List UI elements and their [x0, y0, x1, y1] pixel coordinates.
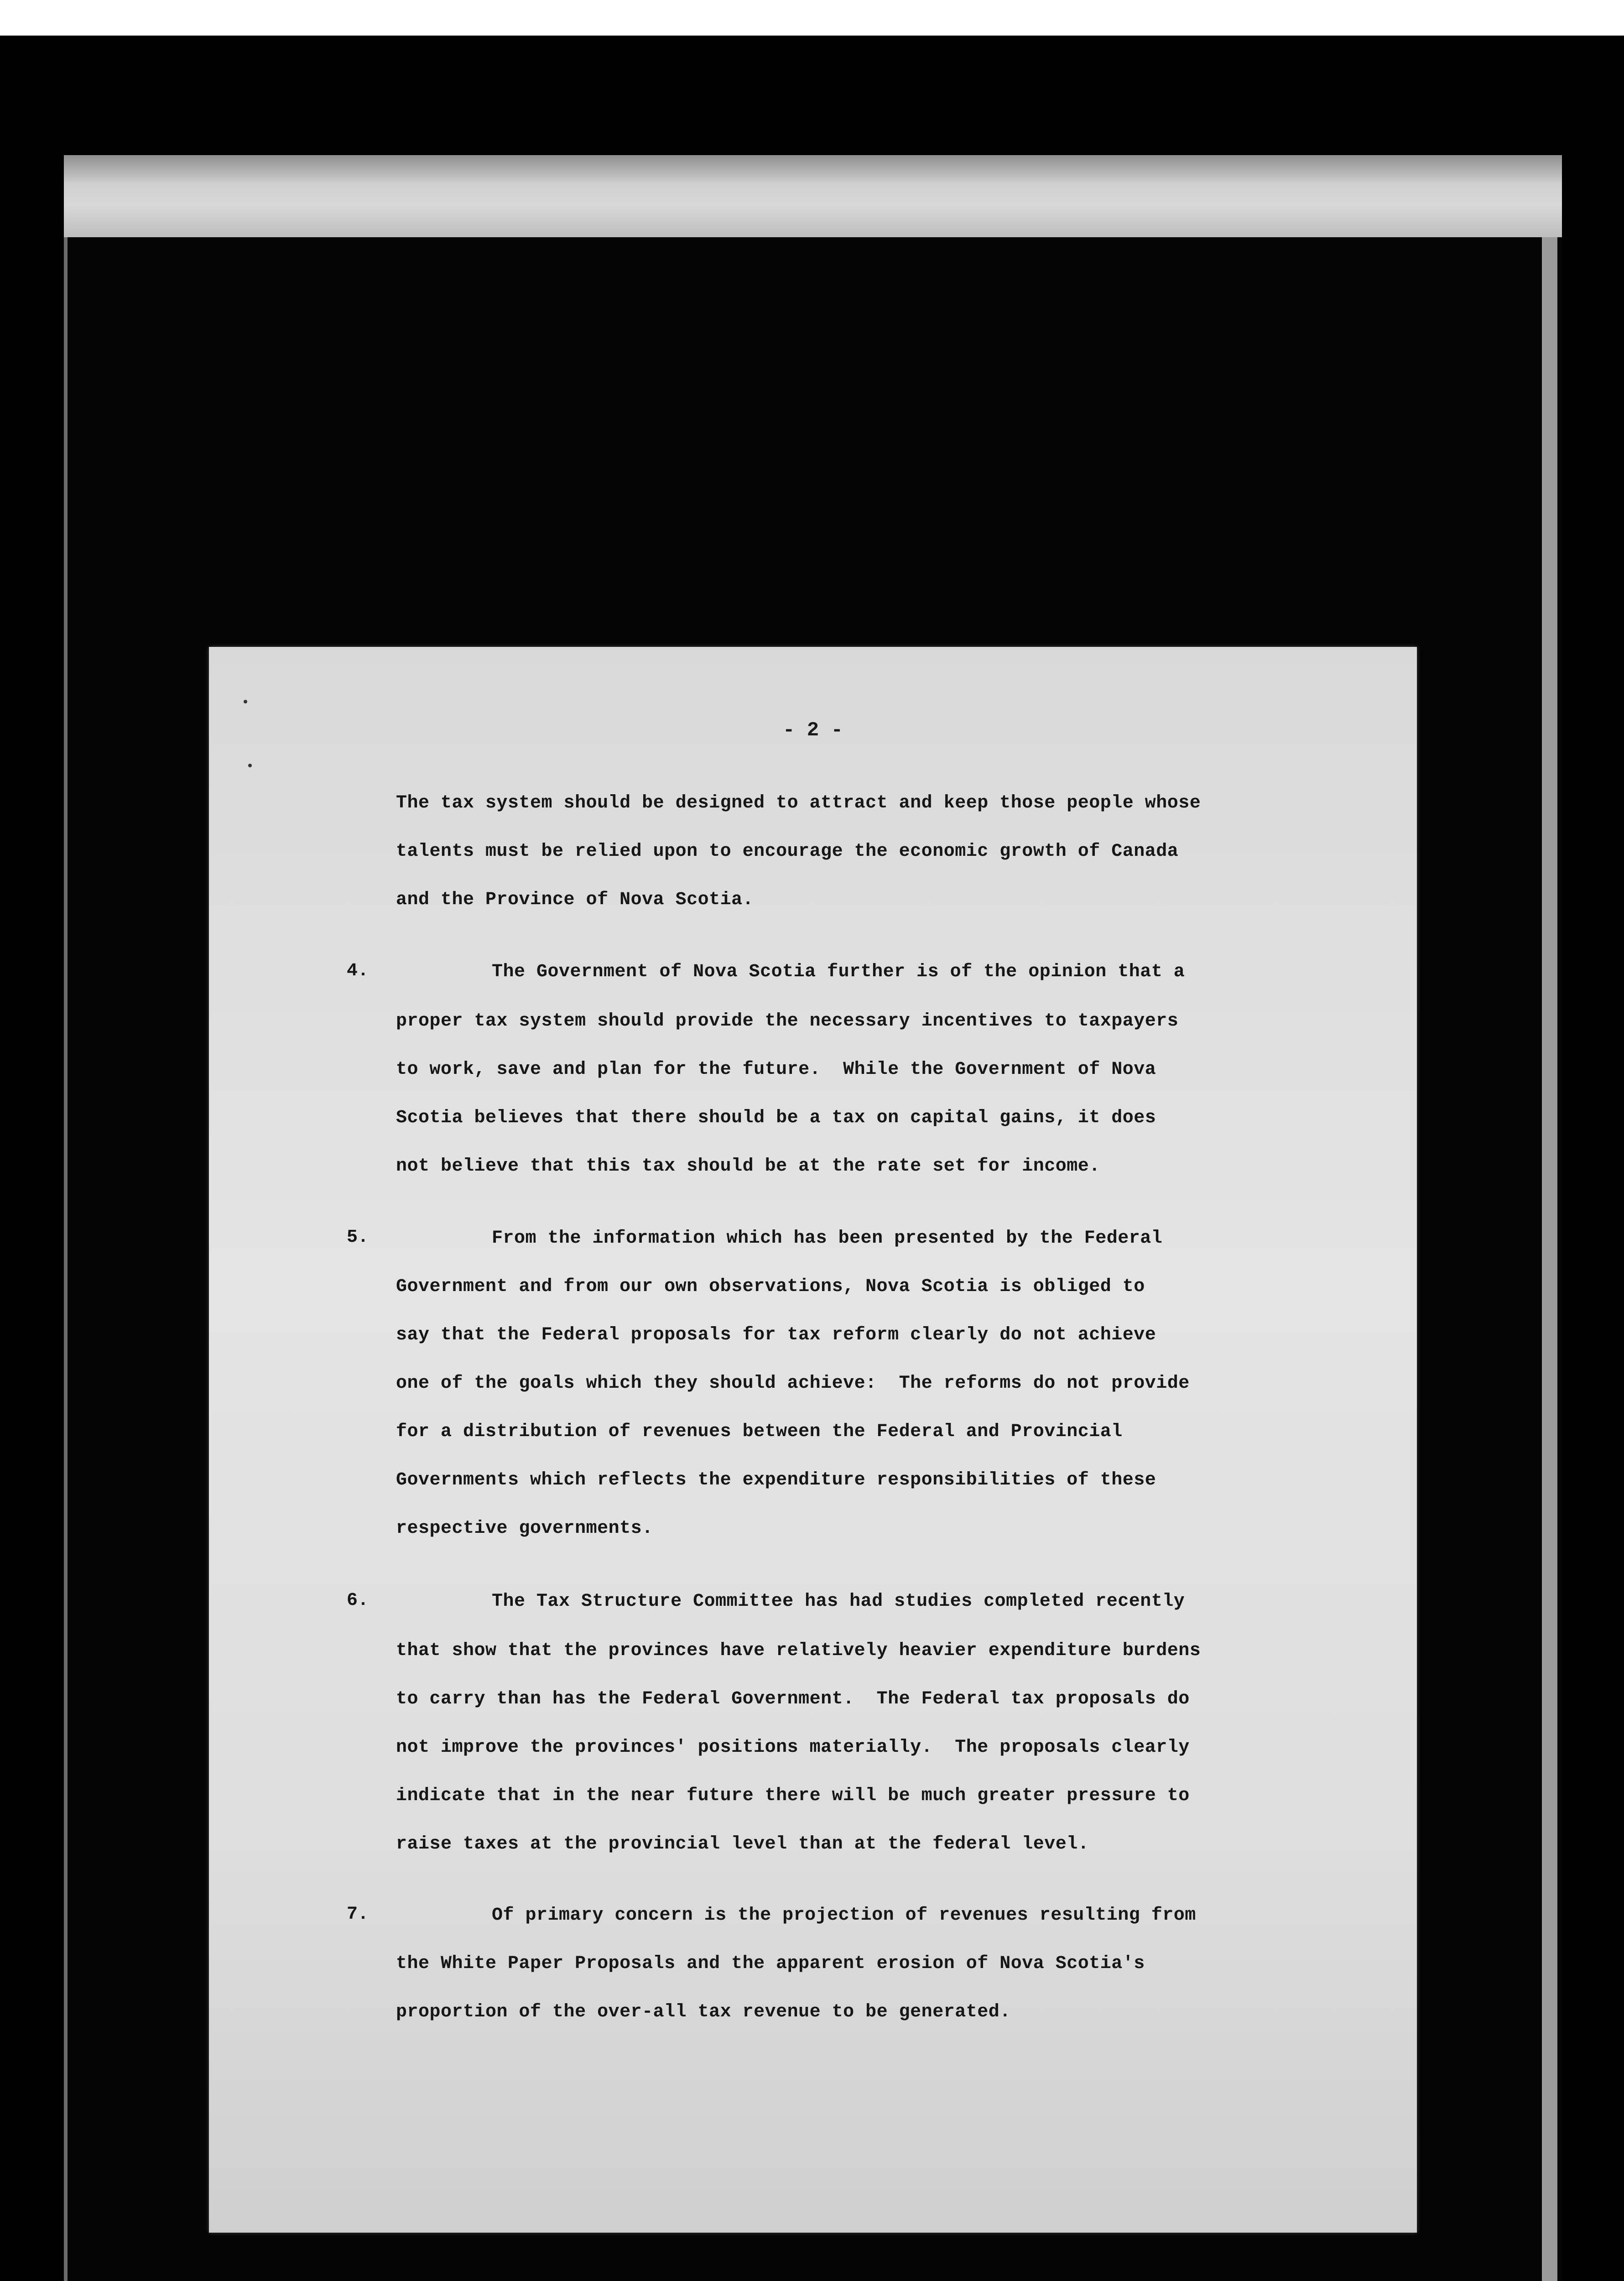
- text-line: raise taxes at the provincial level than at the federal level.: [396, 1834, 1089, 1854]
- paragraph-number: 5.: [347, 1227, 369, 1248]
- text-line: Of primary concern is the projection of revenues resulting from: [492, 1905, 1196, 1926]
- text-line: say that the Federal proposals for tax reform clearly do not achieve: [396, 1325, 1156, 1345]
- film-frame-left-edge: [64, 237, 68, 2281]
- dust-speck: [248, 764, 252, 767]
- text-line: The Government of Nova Scotia further is of the opinion that a: [492, 962, 1185, 982]
- text-line: not improve the provinces' positions materially. The proposals clearly: [396, 1737, 1190, 1758]
- top-margin: [0, 0, 1624, 36]
- text-line: Government and from our own observations, Nova Scotia is obliged to: [396, 1276, 1145, 1297]
- text-line: the White Paper Proposals and the apparent erosion of Nova Scotia's: [396, 1953, 1145, 1974]
- paragraph-number: 7.: [347, 1904, 369, 1925]
- text-line: one of the goals which they should achieve: The reforms do not provide: [396, 1373, 1190, 1394]
- film-frame-top-strip: [64, 155, 1562, 237]
- film-frame-right-edge: [1542, 237, 1557, 2281]
- text-line: proportion of the over-all tax revenue to be generated.: [396, 2002, 1011, 2022]
- paragraph-number: 6.: [347, 1590, 369, 1611]
- text-line: that show that the provinces have relatively heavier expenditure burdens: [396, 1640, 1201, 1661]
- text-line: Governments which reflects the expenditure responsibilities of these: [396, 1470, 1156, 1490]
- text-line: to work, save and plan for the future. While the Government of Nova: [396, 1059, 1156, 1080]
- text-line: The Tax Structure Committee has had studies completed recently: [492, 1591, 1185, 1612]
- text-line: and the Province of Nova Scotia.: [396, 890, 754, 910]
- text-line: Scotia believes that there should be a tax on capital gains, it does: [396, 1108, 1156, 1128]
- text-line: From the information which has been presented by the Federal: [492, 1228, 1163, 1249]
- document-page: [209, 647, 1417, 2233]
- text-line: talents must be relied upon to encourage the economic growth of Canada: [396, 841, 1179, 862]
- text-line: not believe that this tax should be at the rate set for income.: [396, 1156, 1100, 1177]
- text-line: proper tax system should provide the necessary incentives to taxpayers: [396, 1011, 1179, 1031]
- text-line: The tax system should be designed to attract and keep those people whose: [396, 793, 1201, 813]
- dust-speck: [244, 700, 247, 703]
- paragraph-number: 4.: [347, 961, 369, 981]
- page-number: - 2 -: [782, 719, 843, 742]
- text-line: for a distribution of revenues between the Federal and Provincial: [396, 1422, 1123, 1442]
- text-line: indicate that in the near future there will be much greater pressure to: [396, 1786, 1190, 1806]
- text-line: respective governments.: [396, 1518, 653, 1539]
- text-line: to carry than has the Federal Government. The Federal tax proposals do: [396, 1689, 1190, 1709]
